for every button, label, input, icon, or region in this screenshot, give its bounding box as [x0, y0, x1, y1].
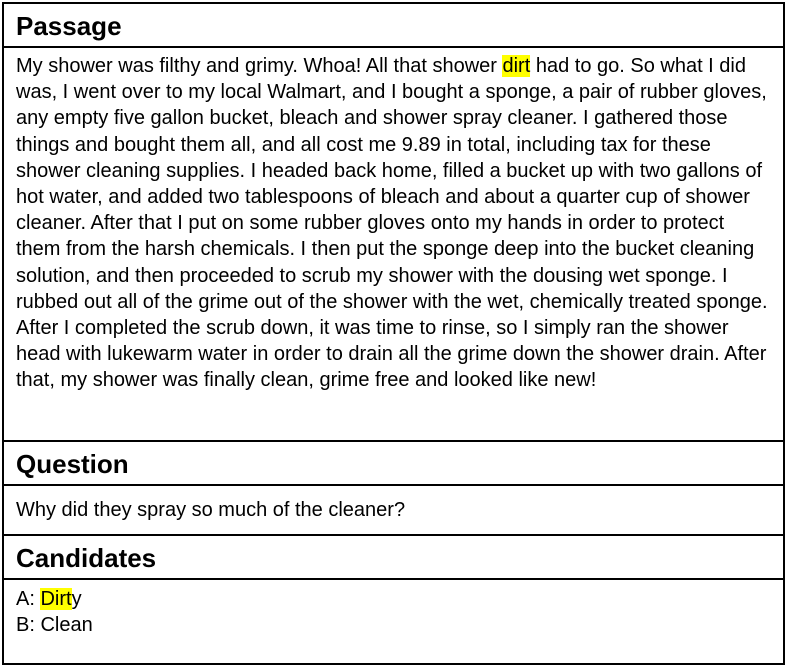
passage-text-after: had to go. So what I did was, I went over to my local Walmart, and I bought a sponge, a pair of rubber gloves, any empty five gallon bucket, bleach and shower spray cleaner. I gathered those things and bought them all, and all cost me 9.89 in total, including tax for these shower cleaning supplies. I headed back home, filled a bucket up with two gallons of hot water, and added two tablespoons of bleach and about a quarter cup of shower cleaner. After that I put on some rubber gloves onto my hands in order to protect them from the harsh chemicals. I then put the sponge deep into the bucket cleaning solution, and then proceeded to scrub my shower with the dousing wet sponge. I rubbed out all of the grime out of the shower with the wet, chemically treated sponge. After I completed the scrub down, it was time to rinse, so I simply ran the shower head with lukewarm water in order to drain all the grime down the shower drain. After that, my shower was finally clean, grime free and looked like new!: [16, 55, 768, 392]
candidate-b: B: Clean: [16, 614, 93, 636]
question-text: Why did they spray so much of the cleaner?: [4, 486, 783, 536]
document-frame: [2, 2, 785, 665]
passage-heading: Passage: [4, 4, 783, 48]
passage-text-before: My shower was filthy and grimy. Whoa! All that shower: [16, 55, 503, 77]
candidates-heading: Candidates: [4, 536, 783, 580]
candidate-a-prefix: A:: [16, 588, 41, 610]
passage-highlight: dirt: [502, 55, 531, 77]
candidate-a-highlight: Dirt: [40, 588, 72, 610]
candidate-a: [16, 586, 771, 612]
passage-text: [4, 48, 783, 442]
candidate-a-suffix: y: [71, 588, 82, 610]
candidates-list: [4, 580, 783, 663]
question-heading: Question: [4, 442, 783, 486]
